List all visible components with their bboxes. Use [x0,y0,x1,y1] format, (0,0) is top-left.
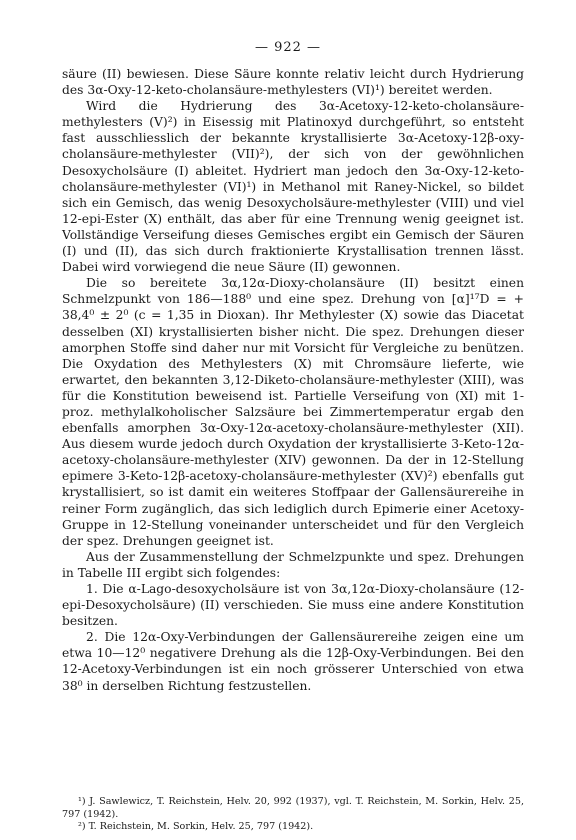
paragraph-6: 2. Die 12α-Oxy-Verbindungen der Gallensäurereihe zeigen eine um etwa 10—12⁰ negativere Drehung als die 12β-Oxy-Verbindungen. Bei den 12-Acetoxy-Verbindungen ist ein noch grösserer Unterschied von etwa 38⁰ in derselben Richtung festzustellen. [62,630,524,693]
body-text [62,66,524,694]
paragraph-2: Wird die Hydrierung des 3α-Acetoxy-12-keto-cholansäure-methylesters (V)²) in Eisessig mit Platinoxyd durchgeführt, so entsteht fast ausschliesslich der bekannte krystallisierte 3α-Acetoxy-12β-oxy-cholansäure-methylester (VII)²), der sich von der gewöhnlichen Desoxycholsäure (I) ableitet. Hydriert man jedoch den 3α-Oxy-12-keto-cholansäure-methylester (VI)¹) in Methanol mit Raney-Nickel, so bildet sich ein Gemisch, das wenig Desoxycholsäure-methylester (VIII) und viel 12-epi-Ester (X) enthält, das aber für eine Trennung wenig geeignet ist. Vollständige Verseifung dieses Gemisches ergibt ein Gemisch der Säuren (I) und (II), das sich durch fraktionierte Krystallisation trennen lässt. Dabei wird vorwiegend die neue Säure (II) gewonnen. [62,99,524,275]
paragraph-1: säure (II) bewiesen. Diese Säure konnte relativ leicht durch Hydrierung des 3α-Oxy-12-keto-cholansäure-methylesters (VI)¹) bereitet werden. [62,67,524,98]
paragraph-5: 1. Die α-Lago-desoxycholsäure ist von 3α,12α-Dioxy-cholansäure (12-epi-Desoxycholsäure) (II) verschieden. Sie muss eine andere Konstitution besitzen. [62,582,524,629]
page-number: — 922 — [254,40,322,55]
footnote-1: ¹) J. Sawlewicz, T. Reichstein, Helv. 20, 992 (1937), vgl. T. Reichstein, M. Sorkin, Helv. 25, 797 (1942). [62,796,524,820]
footnote-2: ²) T. Reichstein, M. Sorkin, Helv. 25, 797 (1942). [78,821,314,832]
footnotes [62,796,524,834]
paragraph-3: Die so bereitete 3α,12α-Dioxy-cholansäure (II) besitzt einen Schmelzpunkt von 186—188⁰ und eine spez. Drehung von [α]¹⁷D = + 38,4⁰ ± 2⁰ (c = 1,35 in Dioxan). Ihr Methylester (X) sowie das Diacetat desselben (XI) krystallisierten bisher nicht. Die spez. Drehungen dieser amorphen Stoffe sind daher nur mit Vorsicht für Vergleiche zu benützen. Die Oxydation des Methylesters (X) mit Chromsäure lieferte, wie erwartet, den bekannten 3,12-Diketo-cholansäure-methylester (XIII), was für die Konstitution beweisend ist. Partielle Verseifung von (XI) mit 1-proz. methylalkoholischer Salzsäure bei Zimmertemperatur ergab den ebenfalls amorphen 3α-Oxy-12α-acetoxy-cholansäure-methylester (XII). Aus diesem wurde jedoch durch Oxydation der krystallisierte 3-Keto-12α-acetoxy-cholansäure-methylester (XIV) gewonnen. Da der in 12-Stellung epimere 3-Keto-12β-acetoxy-cholansäure-methylester (XV)²) ebenfalls gut krystallisiert, so ist damit ein weiteres Stoffpaar der Gallensäurereihe in reiner Form zugänglich, das sich lediglich durch Epimerie einer Acetoxy-Gruppe in 12-Stellung voneinander unterscheidet und für den Vergleich der spez. Drehungen geeignet ist. [62,276,524,548]
paragraph-4: Aus der Zusammenstellung der Schmelzpunkte und spez. Drehungen in Tabelle III ergibt sich folgendes: [62,549,524,580]
